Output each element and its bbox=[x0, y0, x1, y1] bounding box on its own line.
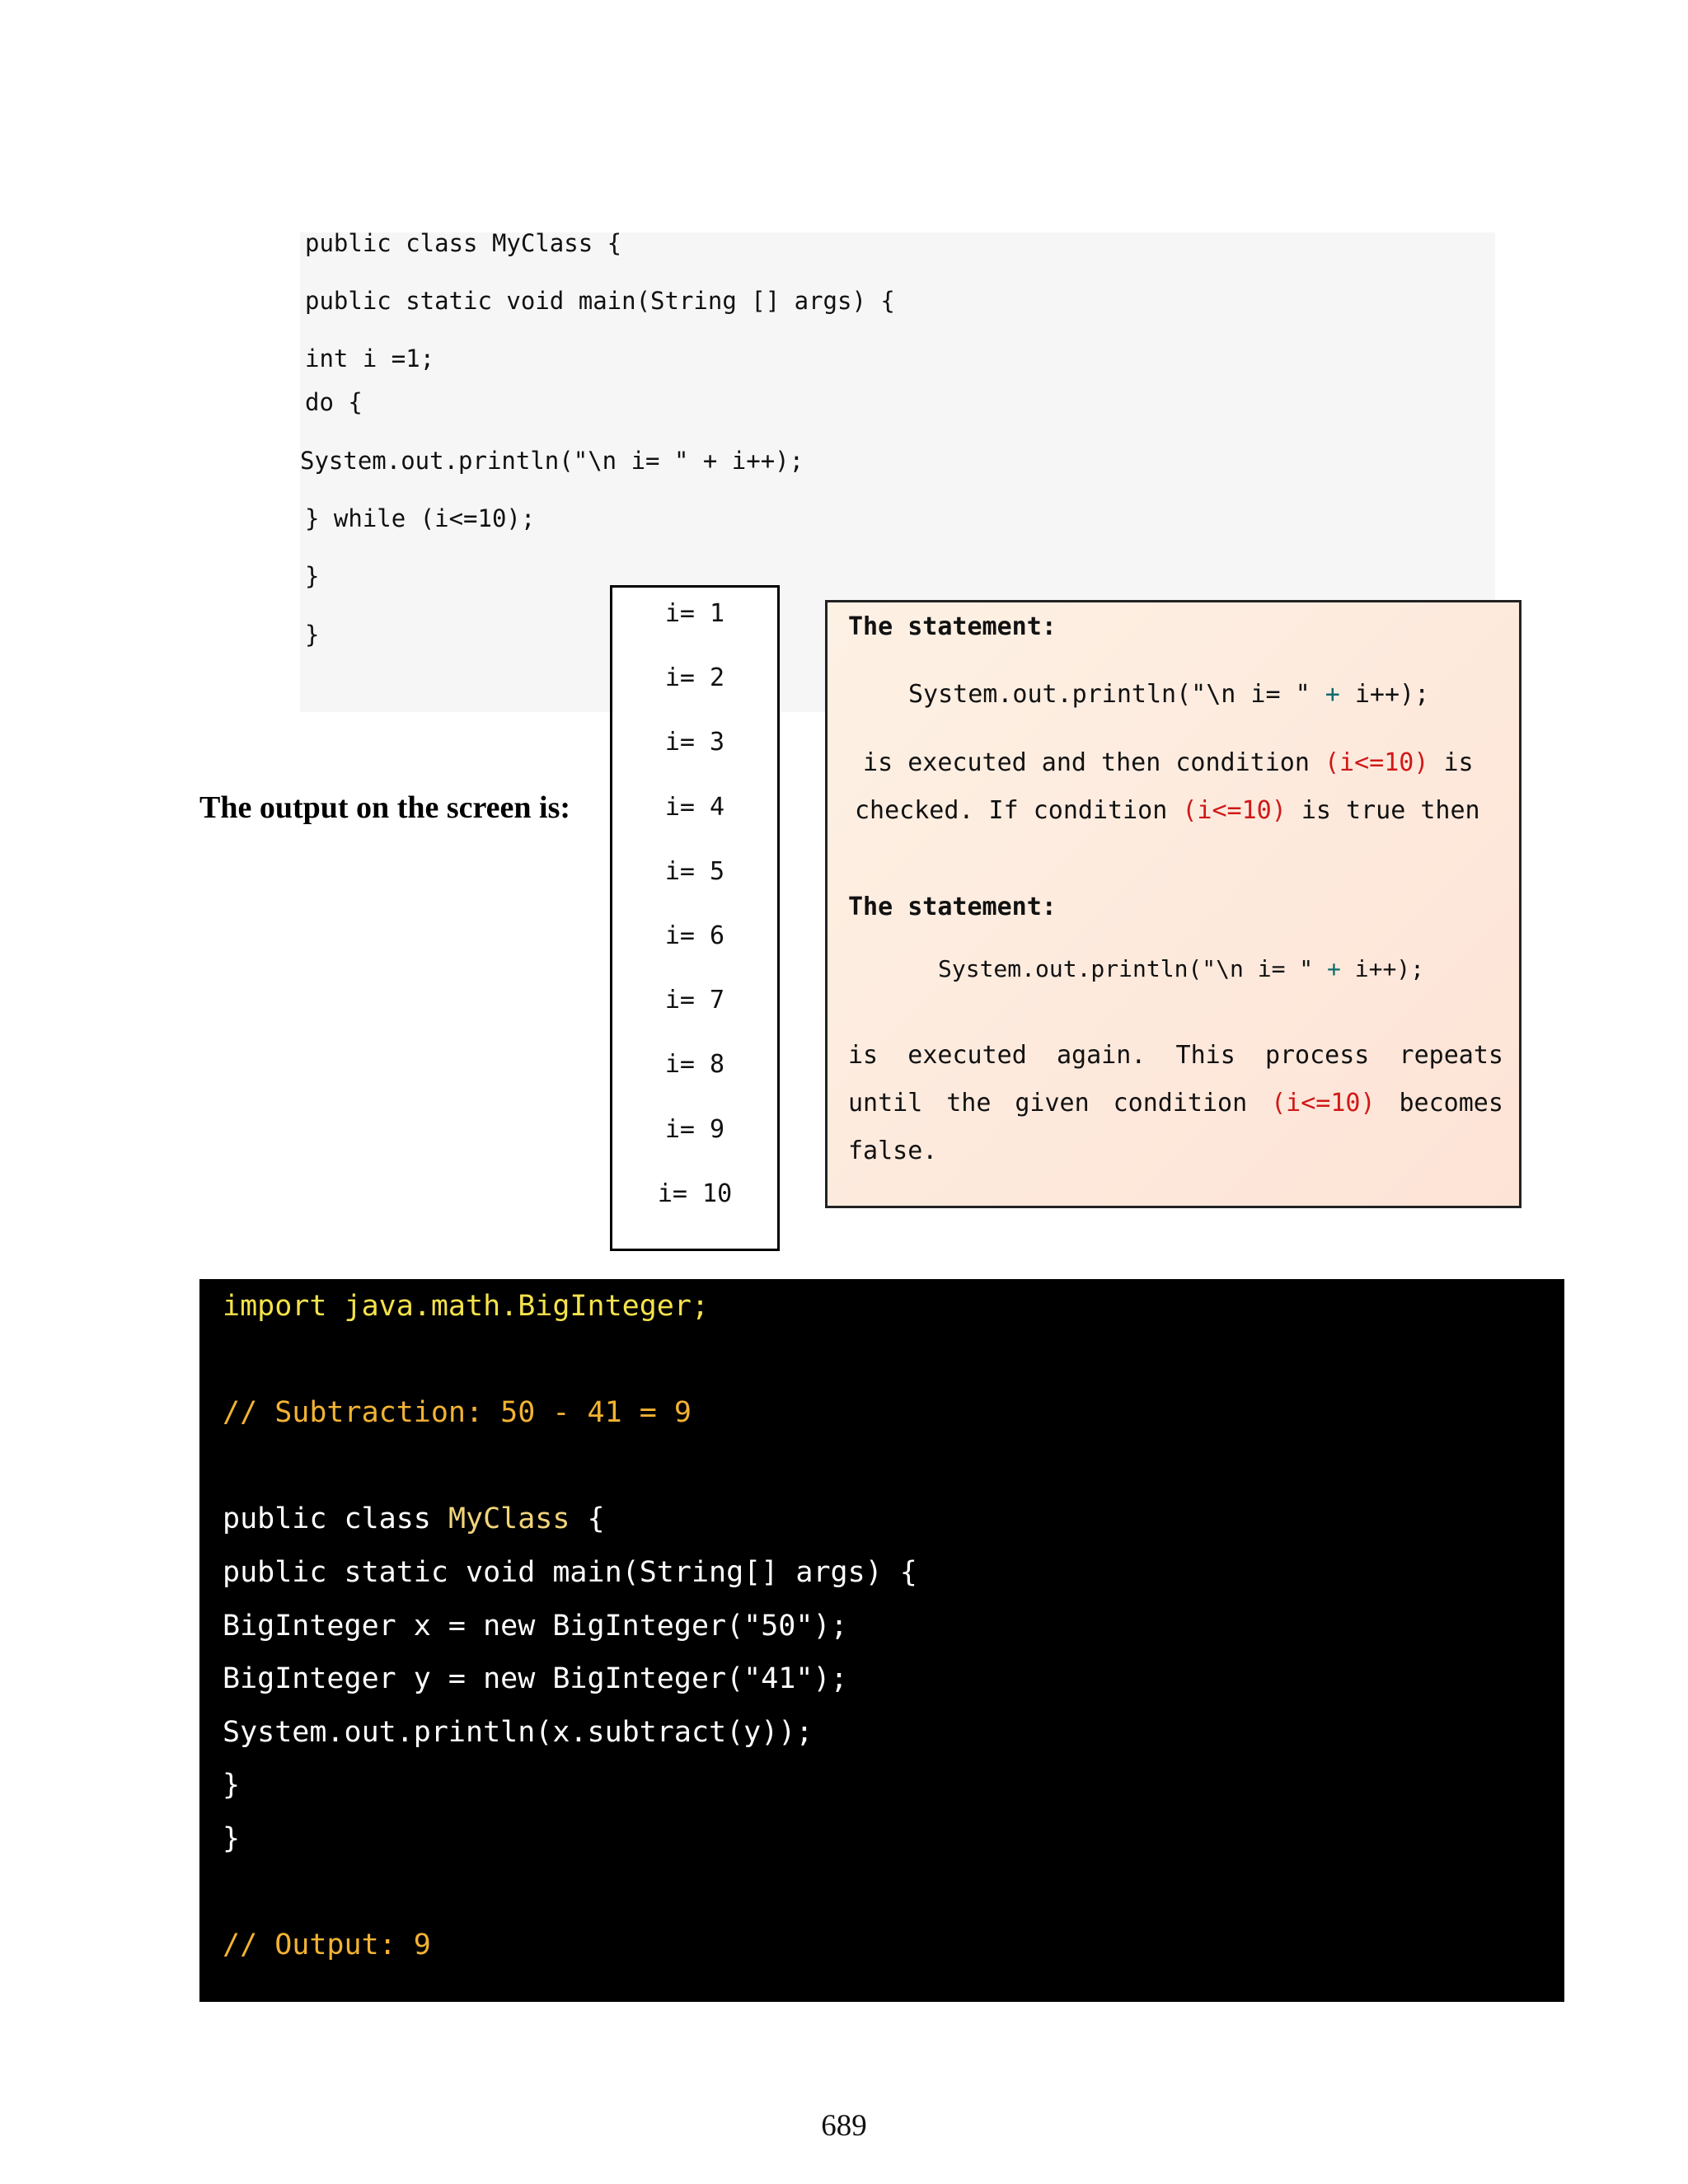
code-line: public static void main(String[] args) { bbox=[223, 1556, 917, 1589]
statement-code: System.out.println("\n i= " + i++); bbox=[938, 955, 1425, 982]
code-line: public class MyClass { bbox=[223, 1502, 605, 1535]
explanation-heading: The statement: bbox=[848, 893, 1057, 921]
code-line: } bbox=[223, 1822, 241, 1855]
output-line: i= 4 bbox=[664, 793, 725, 822]
code-line: BigInteger y = new BigInteger("41"); bbox=[223, 1662, 848, 1695]
code-line: public class MyClass { bbox=[305, 229, 622, 257]
output-line: i= 10 bbox=[657, 1179, 733, 1208]
output-line: i= 8 bbox=[664, 1050, 725, 1079]
code-line: import java.math.BigInteger; bbox=[223, 1290, 710, 1323]
output-line: i= 6 bbox=[664, 921, 725, 950]
explanation-text: until the given condition (i<=10) becomes bbox=[848, 1089, 1503, 1118]
output-line: i= 5 bbox=[664, 857, 725, 886]
code-comment: // Output: 9 bbox=[223, 1929, 431, 1961]
code-comment: // Subtraction: 50 - 41 = 9 bbox=[223, 1396, 692, 1429]
page-number: 689 bbox=[821, 2109, 867, 2143]
output-label: The output on the screen is: bbox=[199, 790, 571, 825]
output-line: i= 3 bbox=[664, 728, 725, 757]
explanation-heading: The statement: bbox=[848, 612, 1057, 641]
explanation-text: is executed again. This process repeats bbox=[848, 1041, 1503, 1070]
output-line: i= 1 bbox=[664, 599, 725, 628]
code-line: public static void main(String [] args) { bbox=[305, 287, 895, 315]
output-line: i= 2 bbox=[664, 663, 725, 692]
explanation-text: is executed and then condition (i<=10) is bbox=[848, 748, 1474, 777]
explanation-text: checked. If condition (i<=10) is true then bbox=[855, 796, 1480, 825]
output-box bbox=[610, 585, 780, 1251]
explanation-box bbox=[825, 600, 1522, 1208]
code-line: System.out.println("\n i= " + i++); bbox=[300, 447, 804, 475]
code-line: } bbox=[305, 621, 320, 649]
statement-code: System.out.println("\n i= " + i++); bbox=[908, 680, 1430, 709]
code-line: } bbox=[305, 562, 320, 590]
output-line: i= 9 bbox=[664, 1115, 725, 1144]
code-line: } bbox=[223, 1769, 241, 1802]
explanation-text: false. bbox=[848, 1137, 938, 1165]
code-line: int i =1; bbox=[305, 344, 435, 373]
code-line: } while (i<=10); bbox=[305, 504, 536, 532]
code-line: System.out.println(x.subtract(y)); bbox=[223, 1716, 814, 1749]
output-line: i= 7 bbox=[664, 986, 725, 1015]
code-line: do { bbox=[305, 388, 363, 416]
code-line: BigInteger x = new BigInteger("50"); bbox=[223, 1610, 848, 1643]
